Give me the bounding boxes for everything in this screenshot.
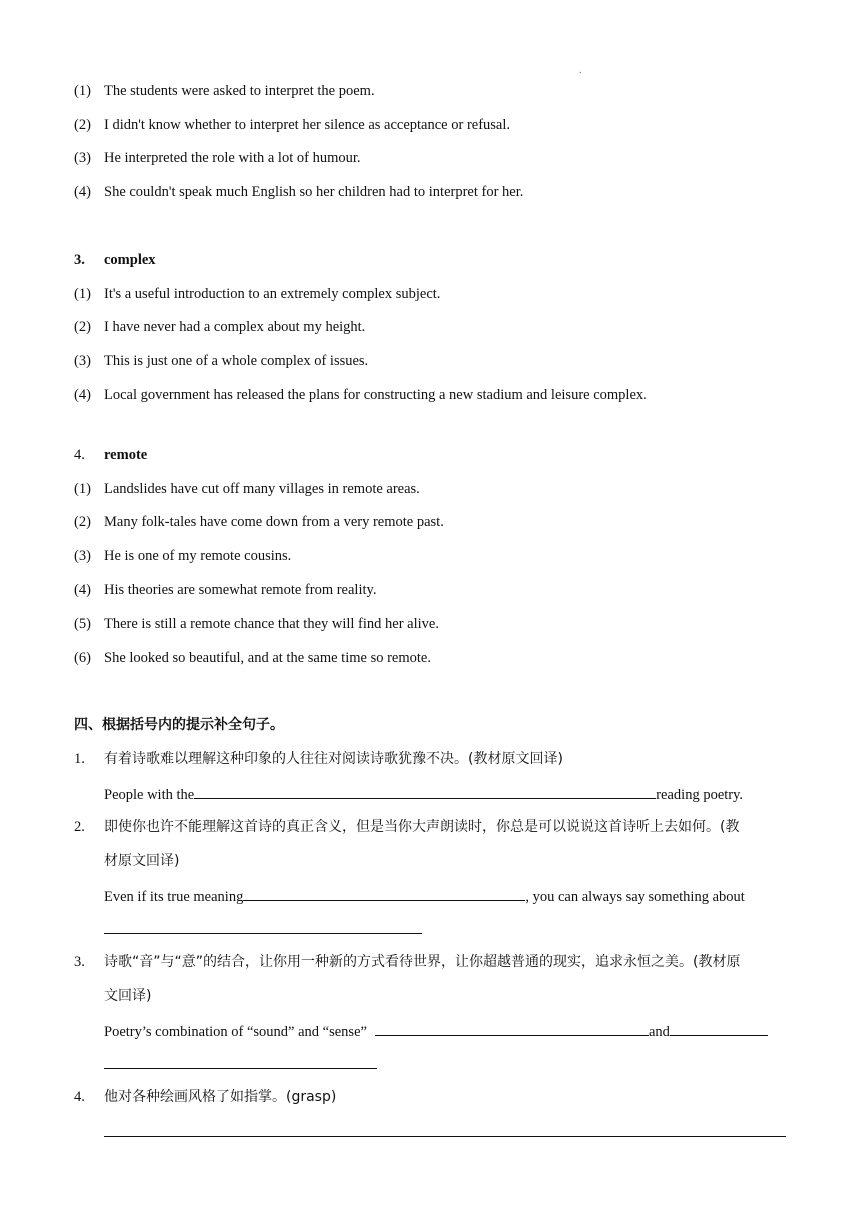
sentence-start: People with the [104, 786, 195, 803]
item-number: 4. [74, 1088, 85, 1105]
item-number: 2. [74, 818, 85, 835]
item-text: He is one of my remote cousins. [104, 547, 292, 564]
item-number: (1) [74, 285, 91, 302]
item-text: Landslides have cut off many villages in remote areas. [104, 480, 420, 497]
chinese-prompt: 即使你也许不能理解这首诗的真正含义，但是当你大声朗读时，你总是可以说说这首诗听上去如何。(教 [104, 819, 740, 835]
sentence-start: Poetry’s combination of “sound” and “sense” [104, 1023, 367, 1040]
chinese-prompt: 有着诗歌难以理解这种印象的人往往对阅读诗歌犹豫不决。(教材原文回译) [104, 751, 563, 767]
item-text: The students were asked to interpret the poem. [104, 82, 375, 99]
item-number: (6) [74, 649, 91, 666]
item-text: Many folk-tales have come down from a very remote past. [104, 513, 444, 530]
word-title: complex [104, 251, 156, 268]
item-number: 1. [74, 750, 85, 767]
answer-blank[interactable] [104, 933, 422, 934]
item-number: (3) [74, 149, 91, 166]
answer-blank[interactable] [375, 1021, 649, 1036]
word-number: 3. [74, 251, 85, 268]
page-mark: . [579, 65, 582, 76]
item-number: (2) [74, 116, 91, 133]
answer-blank[interactable] [104, 1068, 377, 1069]
sentence-start: Even if its true meaning [104, 888, 244, 905]
item-number: (2) [74, 513, 91, 530]
item-text: I didn't know whether to interpret her silence as acceptance or refusal. [104, 116, 511, 133]
item-number: (1) [74, 480, 91, 497]
word-number: 4. [74, 446, 85, 463]
chinese-prompt: 他对各种绘画风格了如指掌。(grasp) [104, 1089, 337, 1105]
chinese-prompt: 诗歌“音”与“意”的结合，让你用一种新的方式看待世界，让你超越普通的现实，追求永恒之美。(教材原 [104, 954, 741, 970]
item-number: (5) [74, 615, 91, 632]
answer-blank[interactable] [194, 784, 656, 799]
item-text: He interpreted the role with a lot of humour. [104, 149, 361, 166]
sentence-mid: and [648, 1023, 670, 1040]
sentence-end: reading poetry. [656, 786, 744, 803]
item-number: (4) [74, 183, 91, 200]
item-text: His theories are somewhat remote from reality. [104, 581, 377, 598]
word-title: remote [104, 446, 148, 463]
answer-blank[interactable] [670, 1021, 768, 1036]
item-number: (4) [74, 386, 91, 403]
item-text: It's a useful introduction to an extremely complex subject. [104, 285, 441, 302]
item-number: (3) [74, 352, 91, 369]
item-number: (3) [74, 547, 91, 564]
item-number: (1) [74, 82, 91, 99]
chinese-prompt-cont: 文回译) [104, 988, 152, 1004]
chinese-prompt-cont: 材原文回译) [104, 853, 180, 869]
item-text: This is just one of a whole complex of issues. [104, 352, 369, 369]
item-text: She couldn't speak much English so her children had to interpret for her. [104, 183, 524, 200]
answer-blank[interactable] [243, 886, 525, 901]
item-text: Local government has released the plans for constructing a new stadium and leisure complex. [104, 386, 647, 403]
item-text: She looked so beautiful, and at the same time so remote. [104, 649, 431, 666]
item-text: There is still a remote chance that they will find her alive. [104, 615, 439, 632]
section-title: 四、根据括号内的提示补全句子。 [74, 717, 284, 733]
item-number: (4) [74, 581, 91, 598]
sentence-end: , you can always say something about [525, 888, 745, 905]
item-number: (2) [74, 318, 91, 335]
item-number: 3. [74, 953, 85, 970]
item-text: I have never had a complex about my height. [104, 318, 366, 335]
answer-blank[interactable] [104, 1136, 786, 1137]
